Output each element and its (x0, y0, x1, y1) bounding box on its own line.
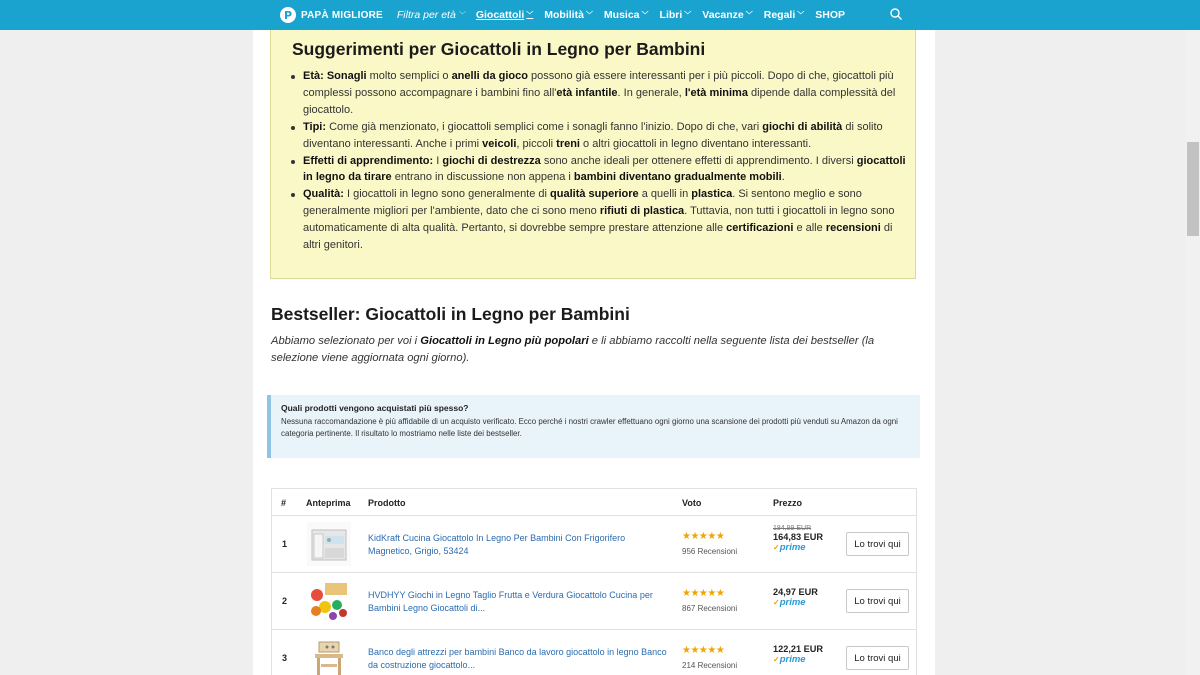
chevron-down-icon: ﹀ (526, 12, 534, 19)
tips-item-types: Tipi: Come già menzionato, i giocattoli semplici come i sonagli fanno l'inizio. Dopo di che, vari giochi di abilità di solito diventano interessanti. Anche i primi veicoli, piccoli treni o altri giocattoli in legno diventano interessanti. (303, 119, 909, 153)
table-row (272, 573, 916, 630)
scrollbar-track[interactable] (1185, 30, 1200, 675)
product-link[interactable]: Banco degli attrezzi per bambini Banco da lavoro giocattolo in legno Banco da costruzione giocattolo... (368, 647, 667, 670)
top-navbar (0, 0, 1200, 30)
bestseller-table (271, 488, 917, 675)
buy-button[interactable]: Lo trovi qui (846, 589, 909, 613)
chevron-down-icon: ﹀ (745, 12, 753, 19)
nav-item-giocattoli[interactable]: Giocattoli ﹀ (475, 9, 534, 21)
info-box (267, 395, 920, 458)
chevron-down-icon: ﹀ (457, 12, 465, 19)
chevron-down-icon: ﹀ (684, 12, 692, 19)
product-link[interactable]: HVDHYY Giochi in Legno Taglio Frutta e Verdura Giocattolo Cucina per Bambini Legno Giocattoli di... (368, 590, 653, 613)
chevron-down-icon: ﹀ (585, 12, 593, 19)
rating-stars: ★★★★★ (682, 531, 725, 542)
bestseller-title: Bestseller: Giocattoli in Legno per Bambini (271, 304, 630, 324)
table-row (272, 516, 916, 573)
chevron-down-icon: ﹀ (641, 12, 649, 19)
product-link[interactable]: KidKraft Cucina Giocattolo In Legno Per Bambini Con Frigorifero Magnetico, Grigio, 53424 (368, 533, 626, 556)
old-price: 184,99 EUR (773, 525, 812, 532)
tips-list (303, 68, 909, 254)
prime-badge: ✓prime (773, 542, 806, 553)
current-price: 122,21 EUR (773, 644, 824, 654)
nav-item-mobilita[interactable]: Mobilità ﹀ (544, 9, 593, 21)
review-count: 867 Recensioni (682, 604, 738, 613)
product-image-workbench[interactable] (307, 636, 351, 675)
product-image-fruit[interactable] (307, 579, 351, 623)
nav-item-filtra[interactable]: Filtra per età ﹀ (396, 9, 465, 21)
bestseller-intro: Abbiamo selezionato per voi i Giocattoli in Legno più popolari e li abbiamo raccolti nella seguente lista dei bestseller (la selezione viene aggiornata ogni giorno). (271, 335, 875, 364)
current-price: 164,83 EUR (773, 532, 824, 542)
buy-button[interactable]: Lo trovi qui (846, 532, 909, 556)
prime-badge: ✓prime (773, 654, 806, 665)
scrollbar-thumb[interactable] (1187, 142, 1199, 236)
search-icon[interactable] (889, 7, 903, 21)
row-rank: 2 (282, 596, 288, 606)
header-preview: Anteprima (306, 498, 351, 508)
site-logo[interactable] (280, 7, 383, 23)
chevron-down-icon: ﹀ (797, 12, 805, 19)
main-nav (280, 0, 856, 30)
prime-badge: ✓prime (773, 597, 806, 608)
header-rank: # (281, 498, 287, 508)
tips-box (270, 30, 916, 279)
rating-stars: ★★★★★ (682, 645, 725, 656)
buy-button[interactable]: Lo trovi qui (846, 646, 909, 670)
nav-item-regali[interactable]: Regali ﹀ (763, 9, 805, 21)
header-price: Prezzo (773, 498, 803, 508)
table-row (272, 630, 916, 675)
price-block (773, 587, 818, 608)
product-image-kitchen[interactable] (307, 522, 351, 566)
tips-item-learning: Effetti di apprendimento: I giochi di destrezza sono anche ideali per ottenere effetti di apprendimento. I diversi giocattoli in legno da tirare entrano in discussione non appena i bambini diventano gradualmente mobili. (303, 153, 909, 187)
review-count: 956 Recensioni (682, 547, 738, 556)
logo-mark-icon: P (280, 7, 296, 23)
nav-item-musica[interactable]: Musica ﹀ (603, 9, 649, 21)
review-count: 214 Recensioni (682, 661, 738, 670)
row-rank: 1 (282, 539, 288, 549)
nav-item-shop[interactable]: SHOP (815, 9, 846, 21)
current-price: 24,97 EUR (773, 587, 818, 597)
info-question: Quali prodotti vengono acquistati più spesso? (281, 403, 469, 413)
rating-stars: ★★★★★ (682, 588, 725, 599)
table-header (272, 489, 916, 516)
row-rank: 3 (282, 653, 288, 663)
price-block (773, 644, 823, 665)
header-rating: Voto (682, 498, 702, 508)
tips-item-age: Età: Sonagli molto semplici o anelli da gioco possono già essere interessanti per i più piccoli. Dopo di che, giocattoli più complessi possono accompagnare i bambini fino all'età infantile. In generale, l'età minima dipende dalla complessità del giocattolo. (303, 68, 909, 119)
nav-item-vacanze[interactable]: Vacanze ﹀ (702, 9, 753, 21)
header-product: Prodotto (368, 498, 406, 508)
logo-text: PAPÀ MIGLIORE (301, 9, 383, 21)
nav-item-libri[interactable]: Libri ﹀ (659, 9, 692, 21)
tips-title: Suggerimenti per Giocattoli in Legno per Bambini (292, 39, 706, 59)
info-answer: Nessuna raccomandazione è più affidabile di un acquisto verificato. Ecco perché i nostri crawler effettuano ogni giorno una scansione dei prodotti più venduti su Amazon da ogni categoria pertinente. Il risultato lo mostriamo nelle liste dei bestseller. (281, 417, 898, 438)
price-block (773, 525, 823, 553)
tips-item-quality: Qualità: I giocattoli in legno sono generalmente di qualità superiore a quelli in plastica. Si sentono meglio e sono generalmente migliori per l'ambiente, dato che ci sono meno rifiuti di plastica. Tuttavia, non tutti i giocattoli in legno sono automaticamente di alta qualità. Pertanto, si dovrebbe sempre prestare attenzione alle certificazioni e alle recensioni di altri genitori. (303, 186, 909, 254)
